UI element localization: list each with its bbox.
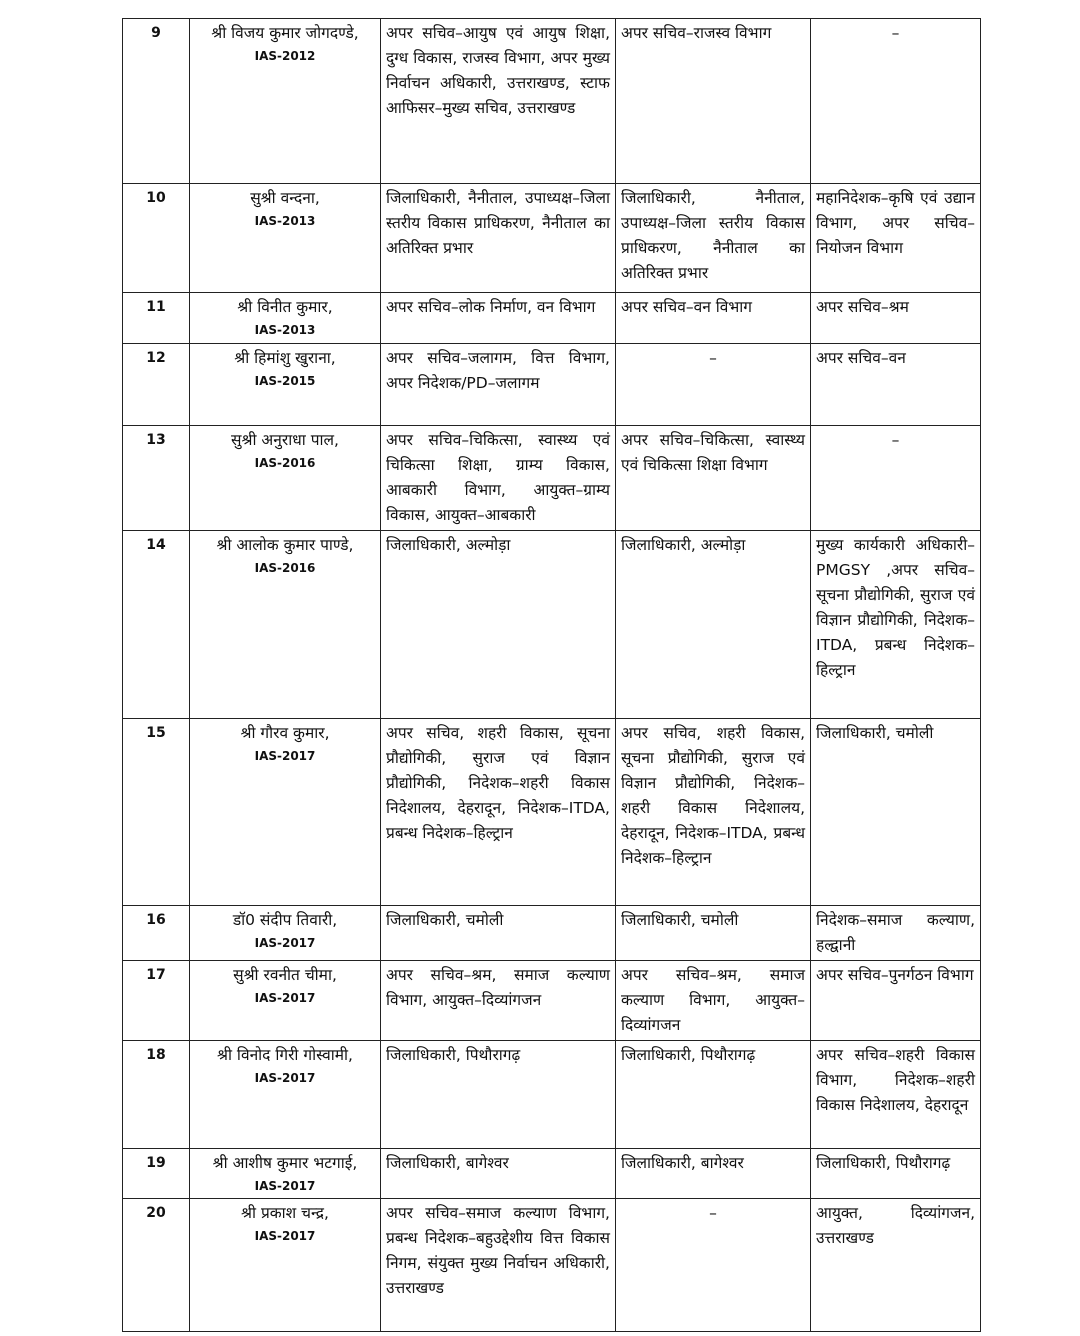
current-posting: अपर सचिव–जलागम, वित्त विभाग, अपर निदेशक/PD–जलागम: [381, 344, 616, 426]
serial-number: 20: [123, 1199, 190, 1332]
table-row: [123, 719, 981, 906]
serial-number: 10: [123, 184, 190, 293]
officer-name-cell: [190, 1149, 381, 1199]
current-posting: अपर सचिव–लोक निर्माण, वन विभाग: [381, 293, 616, 344]
serial-number: 19: [123, 1149, 190, 1199]
current-posting: अपर सचिव–श्रम, समाज कल्याण विभाग, आयुक्त–दिव्यांगजन: [381, 961, 616, 1041]
new-posting: अपर सचिव–पुनर्गठन विभाग: [811, 961, 981, 1041]
new-posting: –: [811, 19, 981, 184]
current-posting: जिलाधिकारी, चमोली: [381, 906, 616, 961]
serial-number: 12: [123, 344, 190, 426]
officer-name: सुश्री रवनीत चीमा,: [233, 966, 337, 984]
serial-number: 16: [123, 906, 190, 961]
retained-posting: अपर सचिव–चिकित्सा, स्वास्थ्य एवं चिकित्सा शिक्षा विभाग: [616, 426, 811, 531]
officer-name-cell: [190, 1041, 381, 1149]
officer-name: सुश्री अनुराधा पाल,: [231, 431, 339, 449]
officer-name-cell: [190, 531, 381, 719]
retained-posting: जिलाधिकारी, चमोली: [616, 906, 811, 961]
new-posting: मुख्य कार्यकारी अधिकारी–PMGSY ,अपर सचिव–सूचना प्रौद्योगिकी, सुराज एवं विज्ञान प्रौद्योगिकी, निदेशक–ITDA, प्रबन्ध निदेशक– हिल्ट्रान: [811, 531, 981, 719]
officer-batch: IAS-2013: [254, 323, 316, 337]
table-row: [123, 184, 981, 293]
serial-number: 11: [123, 293, 190, 344]
table-row: [123, 1199, 981, 1332]
current-posting: जिलाधिकारी, बागेश्वर: [381, 1149, 616, 1199]
officer-name: श्री आशीष कुमार भटगाई,: [212, 1154, 358, 1172]
officer-name-cell: [190, 344, 381, 426]
table-row: [123, 961, 981, 1041]
retained-posting: –: [616, 1199, 811, 1332]
table-row: [123, 531, 981, 719]
officer-batch: IAS-2015: [254, 374, 316, 388]
new-posting: जिलाधिकारी, चमोली: [811, 719, 981, 906]
serial-number: 17: [123, 961, 190, 1041]
new-posting: आयुक्त, दिव्यांगजन, उत्तराखण्ड: [811, 1199, 981, 1332]
officer-name: श्री प्रकाश चन्द्र,: [241, 1204, 329, 1222]
officer-batch: IAS-2016: [254, 561, 316, 575]
officer-batch: IAS-2017: [254, 1071, 316, 1085]
retained-posting: –: [616, 344, 811, 426]
officer-name: श्री विनीत कुमार,: [237, 298, 333, 316]
officer-batch: IAS-2016: [254, 456, 316, 470]
new-posting: अपर सचिव–शहरी विकास विभाग, निदेशक–शहरी विकास निदेशालय, देहरादून: [811, 1041, 981, 1149]
table-row: [123, 1041, 981, 1149]
officer-name: श्री हिमांशु खुराना,: [234, 349, 336, 367]
transfer-table: [122, 18, 981, 1332]
officer-batch: IAS-2017: [254, 749, 316, 763]
officer-batch: IAS-2013: [254, 214, 316, 228]
new-posting: –: [811, 426, 981, 531]
officer-batch: IAS-2017: [254, 1229, 316, 1243]
officer-name-cell: [190, 906, 381, 961]
officer-name-cell: [190, 19, 381, 184]
new-posting: अपर सचिव–वन: [811, 344, 981, 426]
officer-name: श्री विनोद गिरी गोस्वामी,: [217, 1046, 353, 1064]
officer-name-cell: [190, 293, 381, 344]
current-posting: अपर सचिव–चिकित्सा, स्वास्थ्य एवं चिकित्सा शिक्षा, ग्राम्य विकास, आबकारी विभाग, आयुक्त–ग्राम्य विकास, आयुक्त–आबकारी: [381, 426, 616, 531]
serial-number: 15: [123, 719, 190, 906]
new-posting: जिलाधिकारी, पिथौरागढ़: [811, 1149, 981, 1199]
officer-name: श्री गौरव कुमार,: [240, 724, 330, 742]
officer-batch: IAS-2017: [254, 936, 316, 950]
officer-name-cell: [190, 426, 381, 531]
current-posting: अपर सचिव–समाज कल्याण विभाग, प्रबन्ध निदेशक–बहुउद्देशीय वित्त विकास निगम, संयुक्त मुख्य निर्वाचन अधिकारी, उत्तराखण्ड: [381, 1199, 616, 1332]
retained-posting: अपर सचिव–राजस्व विभाग: [616, 19, 811, 184]
officer-name-cell: [190, 1199, 381, 1332]
new-posting: अपर सचिव–श्रम: [811, 293, 981, 344]
table-row: [123, 426, 981, 531]
current-posting: जिलाधिकारी, नैनीताल, उपाध्यक्ष–जिला स्तरीय विकास प्राधिकरण, नैनीताल का अतिरिक्त प्रभार: [381, 184, 616, 293]
officer-name: डॉ0 संदीप तिवारी,: [232, 911, 338, 929]
retained-posting: अपर सचिव–वन विभाग: [616, 293, 811, 344]
retained-posting: जिलाधिकारी, नैनीताल, उपाध्यक्ष–जिला स्तरीय विकास प्राधिकरण, नैनीताल का अतिरिक्त प्रभार: [616, 184, 811, 293]
officer-name: श्री आलोक कुमार पाण्डे,: [216, 536, 354, 554]
retained-posting: जिलाधिकारी, बागेश्वर: [616, 1149, 811, 1199]
current-posting: अपर सचिव–आयुष एवं आयुष शिक्षा, दुग्ध विकास, राजस्व विभाग, अपर मुख्य निर्वाचन अधिकारी, उत्तराखण्ड, स्टाफ आफिसर–मुख्य सचिव, उत्तराखण्ड: [381, 19, 616, 184]
transfer-table-body: [123, 19, 981, 1332]
new-posting: निदेशक–समाज कल्याण, हल्द्वानी: [811, 906, 981, 961]
table-row: [123, 906, 981, 961]
current-posting: जिलाधिकारी, पिथौरागढ़: [381, 1041, 616, 1149]
officer-name-cell: [190, 961, 381, 1041]
officer-batch: IAS-2017: [254, 1179, 316, 1193]
retained-posting: जिलाधिकारी, पिथौरागढ़: [616, 1041, 811, 1149]
officer-name: श्री विजय कुमार जोगदण्डे,: [211, 24, 359, 42]
serial-number: 9: [123, 19, 190, 184]
officer-name: सुश्री वन्दना,: [250, 189, 320, 207]
serial-number: 14: [123, 531, 190, 719]
table-row: [123, 19, 981, 184]
officer-batch: IAS-2017: [254, 991, 316, 1005]
current-posting: अपर सचिव, शहरी विकास, सूचना प्रौद्योगिकी, सुराज एवं विज्ञान प्रौद्योगिकी, निदेशक–शहरी विकास निदेशालय, देहरादून, निदेशक–ITDA, प्रबन्ध निदेशक–हिल्ट्रान: [381, 719, 616, 906]
table-row: [123, 344, 981, 426]
current-posting: जिलाधिकारी, अल्मोड़ा: [381, 531, 616, 719]
retained-posting: जिलाधिकारी, अल्मोड़ा: [616, 531, 811, 719]
retained-posting: अपर सचिव, शहरी विकास, सूचना प्रौद्योगिकी, सुराज एवं विज्ञान प्रौद्योगिकी, निदेशक–शहरी विकास निदेशालय, देहरादून, निदेशक–ITDA, प्रबन्ध निदेशक–हिल्ट्रान: [616, 719, 811, 906]
officer-name-cell: [190, 184, 381, 293]
officer-batch: IAS-2012: [254, 49, 316, 63]
serial-number: 13: [123, 426, 190, 531]
table-row: [123, 1149, 981, 1199]
table-row: [123, 293, 981, 344]
officer-name-cell: [190, 719, 381, 906]
new-posting: महानिदेशक–कृषि एवं उद्यान विभाग, अपर सचिव–नियोजन विभाग: [811, 184, 981, 293]
retained-posting: अपर सचिव–श्रम, समाज कल्याण विभाग, आयुक्त–दिव्यांगजन: [616, 961, 811, 1041]
serial-number: 18: [123, 1041, 190, 1149]
